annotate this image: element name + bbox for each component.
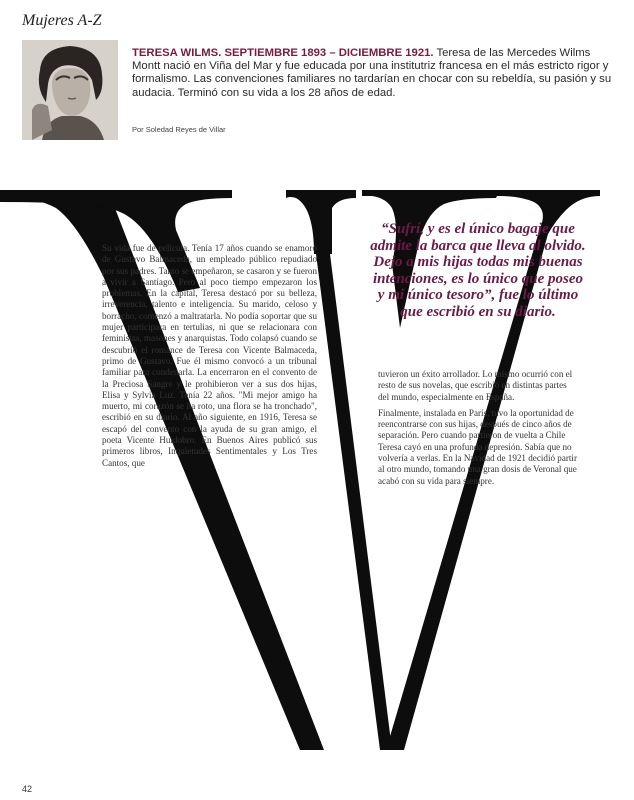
page-number: 42 — [22, 784, 33, 794]
portrait-photo — [22, 40, 118, 140]
article-right-column — [378, 369, 578, 492]
article-paragraph: Finalmente, instalada en París, tuvo la oportunidad de reencontrarse con sus hijas, después de cinco años de separación. Pero cuando partieron de vuelta a Chile Teresa cayó en una profunda depresión. Sabía que no volvería a verlas. En la Navidad de 1921 decidió partir al otro mundo, tomando una gran dosis de Veronal que acabó con su vida para siempre. — [378, 407, 577, 486]
article-left-column — [102, 243, 317, 474]
article-paragraph: tuvieron un éxito arrollador. Lo mismo ocurrió con el resto de sus novelas, que escribió en distintas partes del mundo, especialmente en España. — [378, 369, 573, 402]
article-paragraph: Su vida fue de película. Tenía 17 años cuando se enamoró de Gustavo Balmaceda, un empleado público repudiado por sus padres. Tanto se empeñaron, se casaron y se fueron a vivir a Santiago. Pero al poco tiempo empezaron los problemas. En la capital, Teresa destacó por su belleza, irreverencia, talento e inteligencia. Su marido, celoso y borracho, comenzó a maltratarla. No podía soportar que su mujer participara en tertulias, ni que se relacionara con feministas, masones y anarquistas. Todo colapsó cuando se descubrió el romance de Teresa con Vicente Balmaceda, primo de Gustavo. Fue él mismo convocó a un tribunal familiar para condenarla. La encerraron en el convento de la Preciosa Sangre y le prohibieron ver a sus dos hijas, Elisa y Sylvia Luz. Tenía 22 años. "Mi mejor amigo ha muerto, mi corazón se ha roto, una flora se ha tronchado", escribió en su diario. Al año siguiente, en 1916, Teresa se escapó del convento con la ayuda de su gran amigo, el poeta Vicente Huidobro. En Buenos Aires publicó sus primeros libros, Inquietudes Sentimentales y Los Tres Cantos, que — [102, 243, 317, 468]
byline: Por Soledad Reyes de Villar — [132, 125, 226, 134]
profile-intro — [132, 47, 612, 100]
section-label: Mujeres A-Z — [22, 12, 102, 29]
profile-headline: TERESA WILMS. SEPTIEMBRE 1893 – DICIEMBRE 1921. — [132, 47, 434, 59]
pull-quote: “Sufrí, y es el único bagaje que admite la barca que lleva al olvido. Dejo a mis hijas todas mis buenas intenciones, es lo único que poseo y mi único tesoro”, fue lo último que escribió en su diario. — [370, 221, 586, 320]
profile-summary: Teresa de las Mercedes Wilms Montt nació en Viña del Mar y fue educada por una institutriz francesa en el más estricto rigor y formalismo. Las convenciones familiares no tardarían en chocar con su rebeldía, su pasión y su audacia. Terminó con su vida a los 28 años de edad. — [132, 47, 612, 99]
